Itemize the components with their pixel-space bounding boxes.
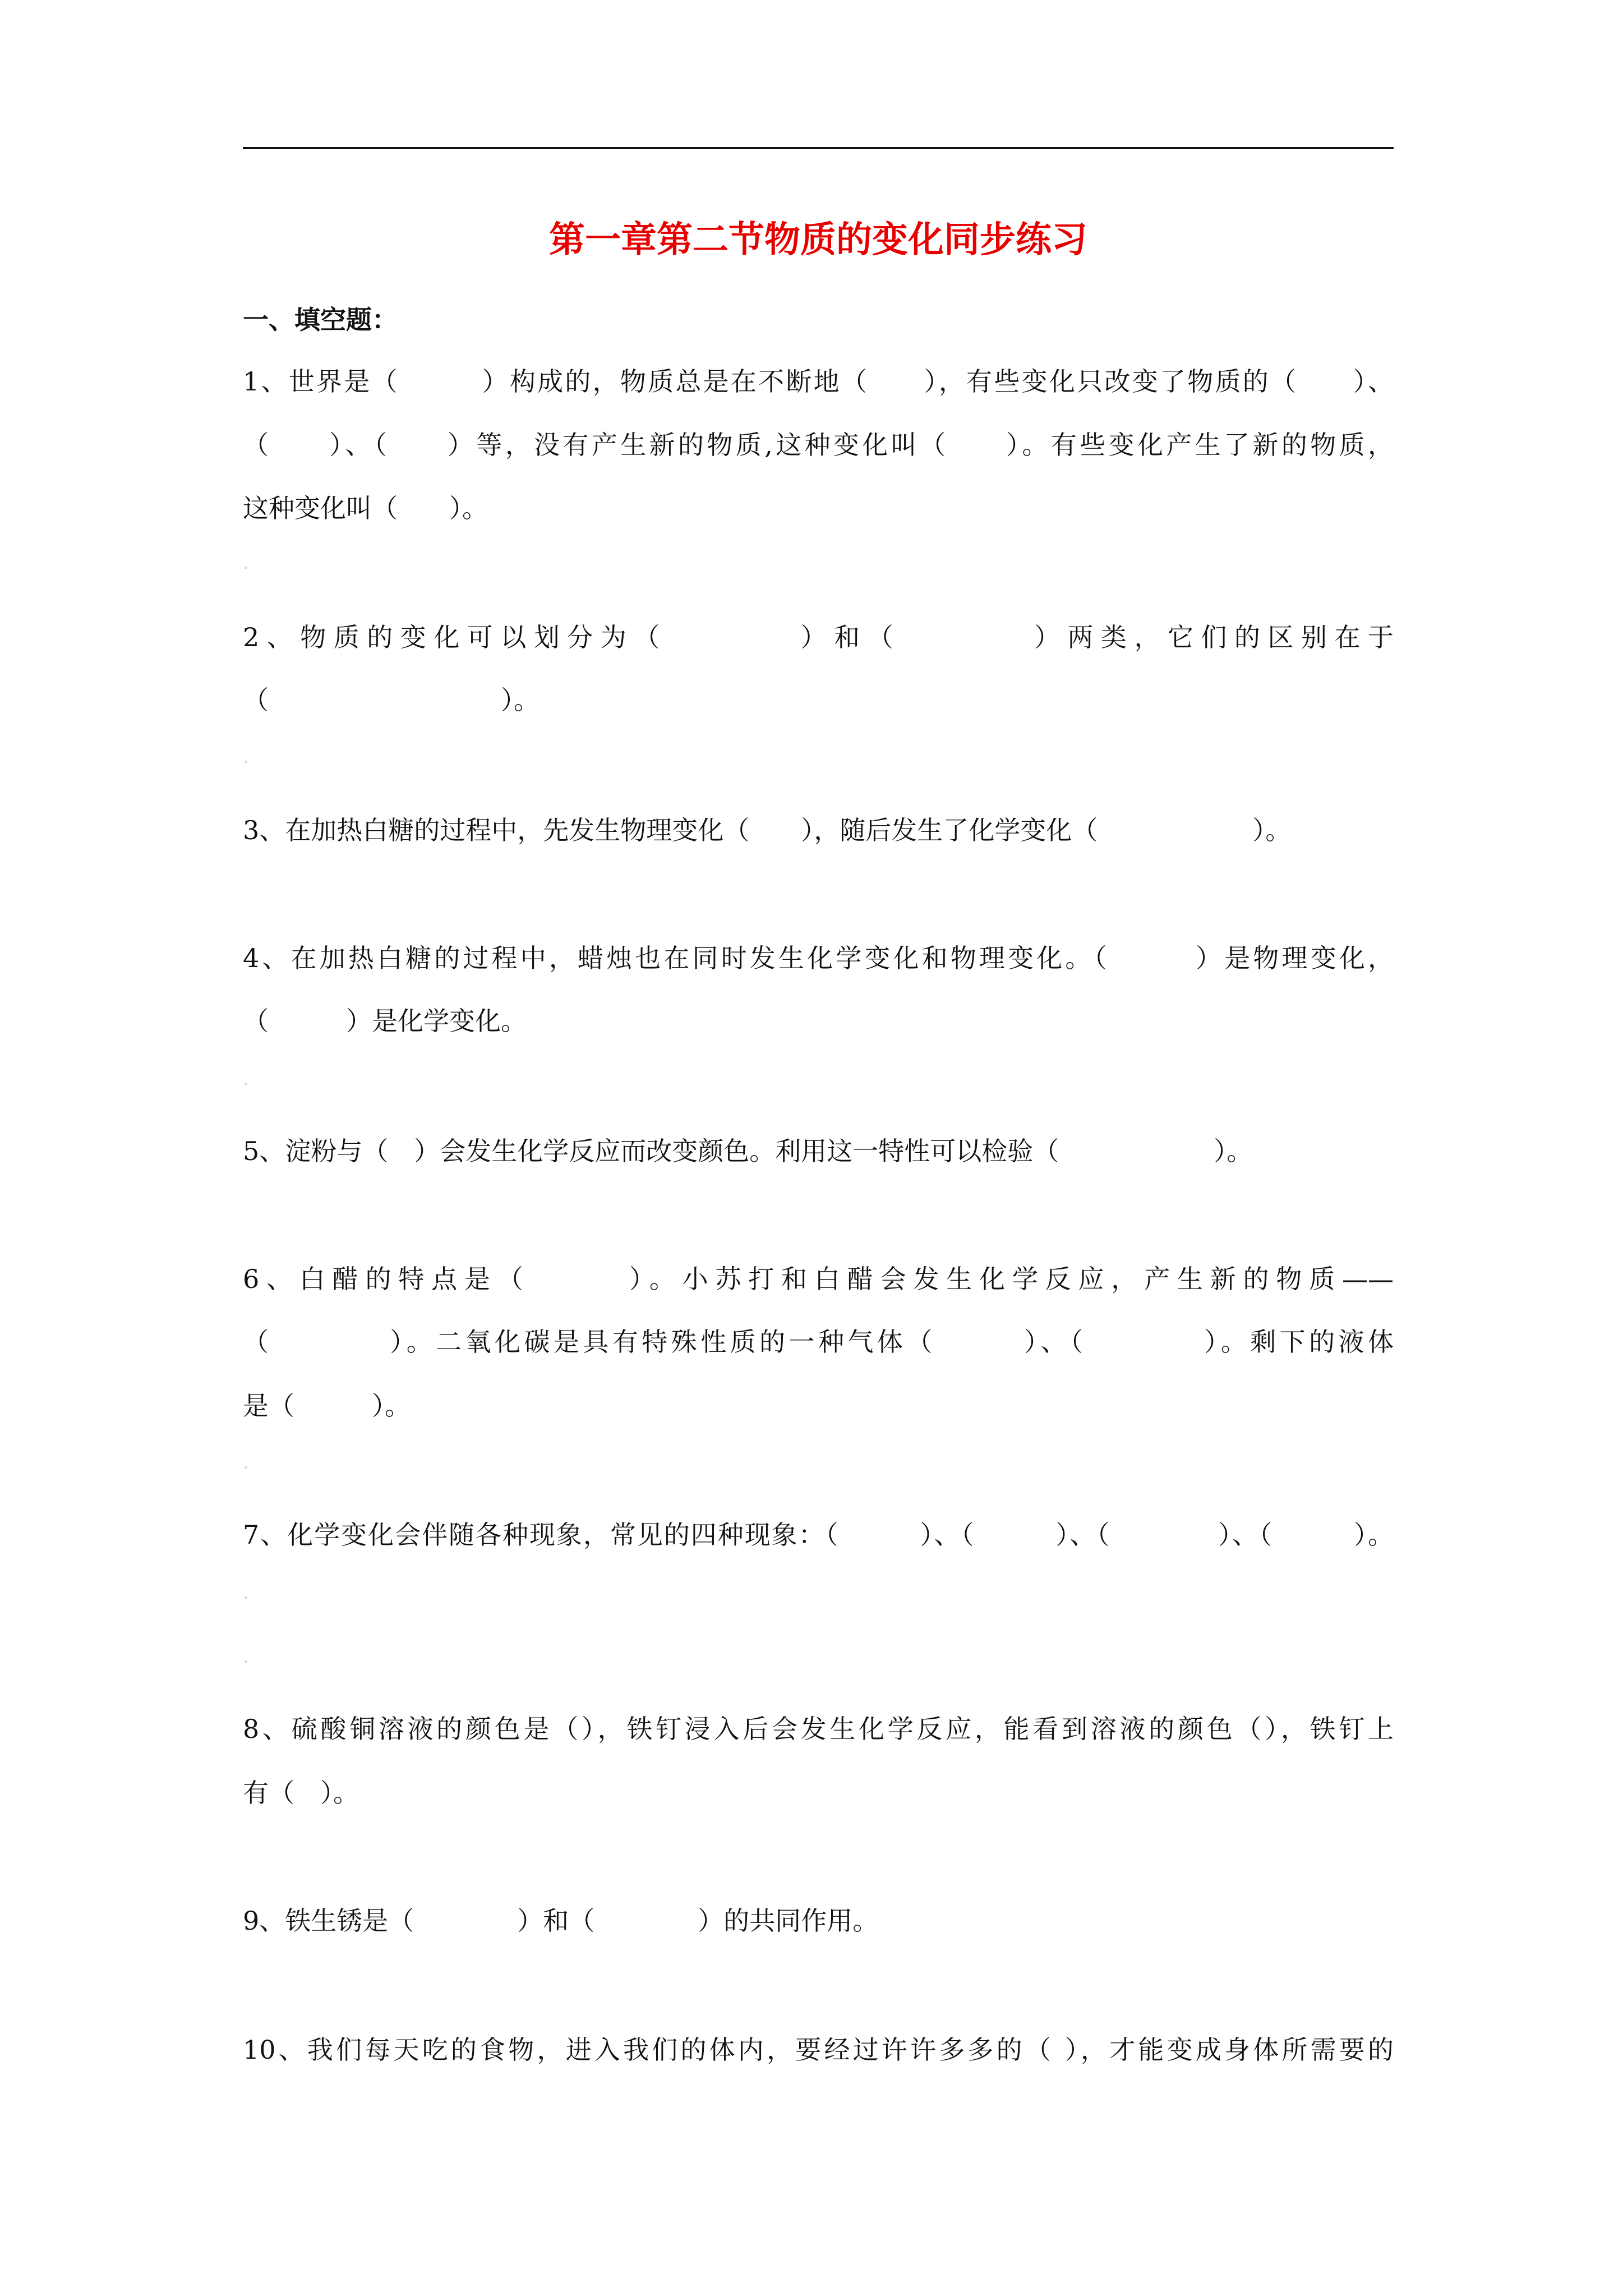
question-2-line-1: 2、物质的变化可以划分为（ ）和（ ）两类，它们的区别在于 [243, 622, 1394, 652]
section-heading: 一、填空题： [243, 305, 398, 335]
header-rule [243, 147, 1394, 149]
spacer-mark [245, 1660, 247, 1663]
question-4-line-1: 4、在加热白糖的过程中，蜡烛也在同时发生化学变化和物理变化。（ ）是物理变化， [243, 943, 1394, 973]
page-title: 第一章第二节物质的变化同步练习 [549, 219, 1087, 261]
question-1-line-1: 1、世界是（ ）构成的，物质总是在不断地（ ），有些变化只改变了物质的（ ）、 [243, 366, 1394, 397]
question-4-line-2: （ ）是化学变化。 [243, 1006, 527, 1036]
spacer-mark [245, 1596, 247, 1599]
question-8-line-2: 有（ ）。 [243, 1778, 359, 1808]
question-2-line-2: （ ）。 [243, 685, 540, 715]
spacer-mark [245, 1466, 247, 1469]
spacer-mark [245, 1083, 247, 1085]
spacer-mark [245, 761, 247, 763]
question-3-line-1: 3、在加热白糖的过程中，先发生物理变化（ ），随后发生了化学变化（ ）。 [243, 815, 1292, 845]
question-10-line-1: 10、我们每天吃的食物，进入我们的体内，要经过许许多多的（ ），才能变成身体所需要的 [243, 2035, 1394, 2065]
question-6-line-2: （ ）。二氧化碳是具有特殊性质的一种气体（ ）、（ ）。剩下的液体 [243, 1327, 1394, 1357]
question-6-line-1: 6、白醋的特点是（ ）。小苏打和白醋会发生化学反应，产生新的物质—— [243, 1264, 1394, 1294]
spacer-mark [245, 567, 247, 569]
question-1-line-3: 这种变化叫（ ）。 [243, 493, 488, 523]
question-9-line-1: 9、铁生锈是（ ）和（ ）的共同作用。 [243, 1906, 879, 1936]
question-8-line-1: 8、硫酸铜溶液的颜色是（），铁钉浸入后会发生化学反应，能看到溶液的颜色（），铁钉上 [243, 1714, 1394, 1744]
question-7-line-1: 7、化学变化会伴随各种现象，常见的四种现象：（ ）、（ ）、（ ）、（ ）。 [243, 1520, 1394, 1550]
question-5-line-1: 5、淀粉与（ ）会发生化学反应而改变颜色。利用这一特性可以检验（ ）。 [243, 1136, 1253, 1166]
question-6-line-3: 是（ ）。 [243, 1391, 411, 1421]
question-1-line-2: （ ）、（ ）等，没有产生新的物质,这种变化叫（ ）。有些变化产生了新的物质， [243, 430, 1394, 460]
